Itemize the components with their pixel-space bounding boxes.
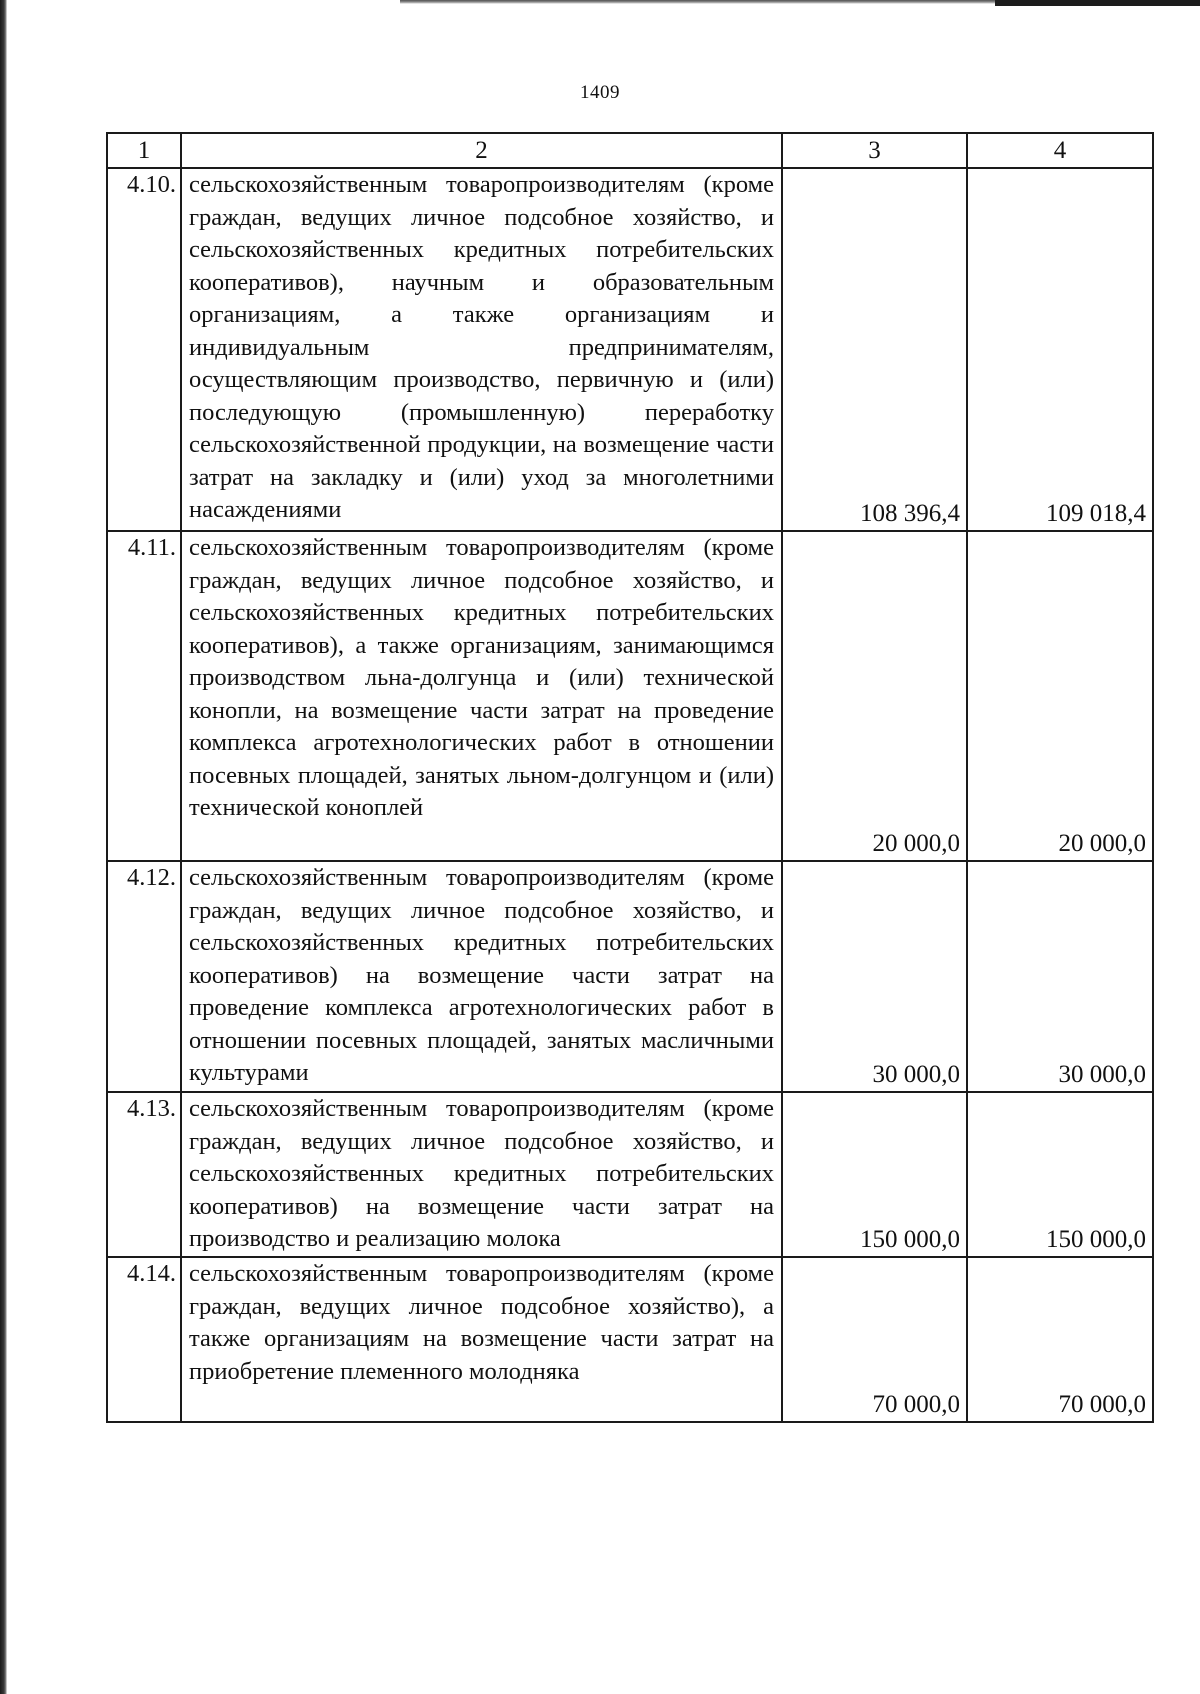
row-value-col3: 150 000,0 xyxy=(782,1092,967,1257)
row-number: 4.12. xyxy=(107,861,181,1092)
table-row xyxy=(107,1092,1153,1257)
table-row xyxy=(107,531,1153,861)
table-row xyxy=(107,861,1153,1092)
row-value-col3: 108 396,4 xyxy=(782,168,967,531)
row-value-col4: 20 000,0 xyxy=(967,531,1153,861)
table-header-row xyxy=(107,133,1153,168)
table-row xyxy=(107,168,1153,531)
header-cell-2: 2 xyxy=(181,133,782,168)
row-number: 4.10. xyxy=(107,168,181,531)
scan-edge-left xyxy=(0,0,7,1694)
row-value-col3: 70 000,0 xyxy=(782,1257,967,1422)
page-number: 1409 xyxy=(580,82,620,103)
row-description: сельскохозяйственным товаропроизводителям (кроме граждан, ведущих личное подсобное хозяйство), а также организациям на возмещение части затрат на приобретение племенного молодняка xyxy=(181,1257,782,1422)
row-value-col4: 109 018,4 xyxy=(967,168,1153,531)
header-cell-1: 1 xyxy=(107,133,181,168)
header-cell-4: 4 xyxy=(967,133,1153,168)
row-value-col4: 70 000,0 xyxy=(967,1257,1153,1422)
budget-table xyxy=(106,132,1154,1423)
row-description: сельскохозяйственным товаропроизводителям (кроме граждан, ведущих личное подсобное хозяйство, и сельскохозяйственных кредитных потребительских кооперативов) на возмещение части затрат на проведение комплекса агротехнологических работ в отношении посевных площадей, занятых масличными культурами xyxy=(181,861,782,1092)
row-description: сельскохозяйственным товаропроизводителям (кроме граждан, ведущих личное подсобное хозяйство, и сельскохозяйственных кредитных потребительских кооперативов), научным и образовательным организациям, а также организациям и индивидуальным предпринимателям, осуществляющим производство, первичную и (или) последующую (промышленную) переработку сельскохозяйственной продукции, на возмещение части затрат на закладку и (или) уход за многолетними насаждениями xyxy=(181,168,782,531)
row-value-col3: 20 000,0 xyxy=(782,531,967,861)
scan-edge-top-right xyxy=(995,0,1200,6)
row-description: сельскохозяйственным товаропроизводителям (кроме граждан, ведущих личное подсобное хозяйство, и сельскохозяйственных кредитных потребительских кооперативов) на возмещение части затрат на производство и реализацию молока xyxy=(181,1092,782,1257)
header-cell-3: 3 xyxy=(782,133,967,168)
table-row xyxy=(107,1257,1153,1422)
row-number: 4.13. xyxy=(107,1092,181,1257)
row-value-col3: 30 000,0 xyxy=(782,861,967,1092)
row-value-col4: 30 000,0 xyxy=(967,861,1153,1092)
row-value-col4: 150 000,0 xyxy=(967,1092,1153,1257)
row-number: 4.11. xyxy=(107,531,181,861)
row-number: 4.14. xyxy=(107,1257,181,1422)
row-description: сельскохозяйственным товаропроизводителям (кроме граждан, ведущих личное подсобное хозяйство, и сельскохозяйственных кредитных потребительских кооперативов), а также организациям, занимающимся производством льна-долгунца и (или) технической конопли, на возмещение части затрат на проведение комплекса агротехнологических работ в отношении посевных площадей, занятых льном-долгунцом и (или) технической коноплей xyxy=(181,531,782,861)
